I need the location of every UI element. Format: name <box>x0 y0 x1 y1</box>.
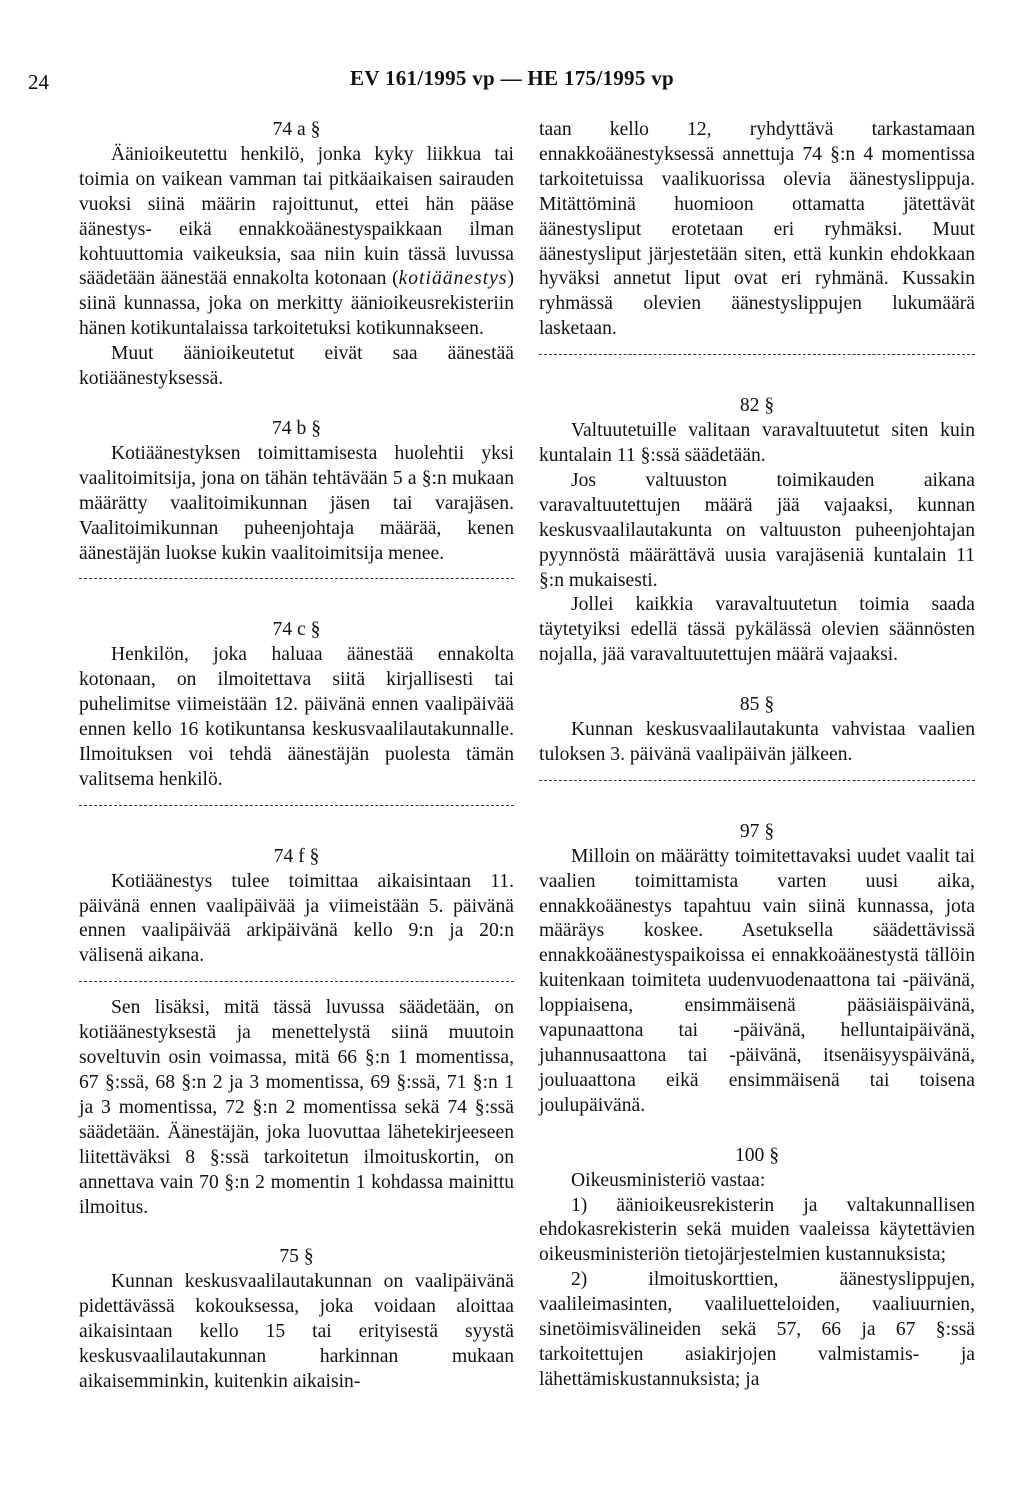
section-74a-paragraph-1 <box>79 143 514 342</box>
section-75-paragraph-1: Kunnan keskusvaalilautakunnan on vaalipäivänä pidettävässä kokouksessa, joka voidaan aloittaa aikaisintaan kello 15 tai erityisestä syystä keskusvaalilautakunnan harkinnan mukaan aikaisemminkin, kuitenkin aikaisin- <box>79 1271 514 1392</box>
omission-divider <box>79 578 514 579</box>
section-100-paragraph-3: 2) ilmoituskorttien, äänestyslippujen, vaalileimasinten, vaaliluetteloiden, vaaliuurnien, sinetöimisvälineiden sekä 57, 66 ja 67 §:ssä tarkoitettujen asiakirjojen valmistamis- ja lähettämiskustannuksista; ja <box>539 1269 975 1390</box>
right-column <box>539 118 975 1393</box>
paragraph-text: Äänioikeutettu henkilö, jonka kyky liikkua tai toimia on vaikean vamman tai pitkäaikaisen sairauden vuoksi siinä määrin rajoittunut, ettei hän pääse äänestys- eikä ennakkoäänestyspaikkaan ilman kohtuuttomia vaikeuksia, saa niin kuin tässä luvussa säädetään äänestää ennakolta kotonaan ( <box>79 143 514 290</box>
section-75-continuation: taan kello 12, ryhdyttävä tarkastamaan ennakkoäänestyksessä annettuja 74 §:n 4 momentissa tarkoitetuissa vaalikuorissa olevia äänestyslippuja. Mitättöminä huomioon ottamatta jätettävät äänestysliput erotetaan eri ryhmäksi. Muut äänestysliput järjestetään siten, että kunkin ehdokkaan hyväksi annetut liput ovat eri ryhmänä. Kussakin ryhmässä olevien äänestyslippujen lukumäärä lasketaan. <box>539 119 975 340</box>
section-74b-paragraph-1: Kotiäänestyksen toimittamisesta huolehtii yksi vaalitoimitsija, jona on tähän tehtävään 5 a §:n mukaan määrätty vaalitoimikunnan jäsen tai varajäsen. Vaalitoimikunnan puheenjohtaja määrää, kenen äänestäjän luokse kukin vaalitoimitsija menee. <box>79 442 514 564</box>
omission-divider <box>79 805 514 806</box>
omission-divider <box>539 780 975 781</box>
spacer <box>79 1220 514 1245</box>
section-85-paragraph-1: Kunnan keskusvaalilautakunta vahvistaa vaalien tuloksen 3. päivänä vaalipäivän jälkeen. <box>539 719 975 765</box>
section-74c-paragraph-1: Henkilön, joka haluaa äänestää ennakolta kotonaan, on ilmoitettava siitä kirjallisesti tai puhelimitse viimeistään 12. päivänä ennen vaalipäivää ennen kello 16 kotikuntansa keskusvaalilautakunnalle. Ilmoituksen voi tehdä äänestäjän puolesta tämän valitsema henkilö. <box>79 644 514 790</box>
section-heading-74b: 74 b § <box>272 417 321 439</box>
section-heading-82: 82 § <box>739 395 775 417</box>
spacer <box>79 593 514 618</box>
section-74a-paragraph-2: Muut äänioikeutetut eivät saa äänestää kotiäänestyksessä. <box>79 343 514 390</box>
spacer <box>539 1119 975 1144</box>
running-header: EV 161/1995 vp — HE 175/1995 vp <box>350 66 674 90</box>
section-74f-paragraph-2: Sen lisäksi, mitä tässä luvussa säädetään, on kotiäänestyksestä ja menettelystä siinä muutoin soveltuvin osin voimassa, mitä 66 §:n 1 momentissa, 67 §:ssä, 68 §:n 2 ja 3 momentissa, 69 §:ssä, 71 §:n 1 ja 3 momentissa, 72 §:n 2 momentissa sekä 74 §:ssä säädetään. Äänestäjän, joka luovuttaa lähetekirjeeseen liitettäväksi 8 §:ssä tarkoitetun ilmoituskortin, on annettava vain 70 §:n 2 momentin 1 kohdassa mainittu ilmoitus. <box>79 997 514 1218</box>
left-column <box>79 118 514 1395</box>
paragraph-text: ) siinä kunnassa, joka on merkitty äänioikeusrekisteriin hänen kotikuntalaissa tarkoitetuksi kotikunnakseen. <box>79 268 514 340</box>
section-heading-74a: 74 a § <box>272 119 321 140</box>
italic-term: kotiäänestys <box>398 268 508 290</box>
section-heading-74c: 74 c § <box>272 619 321 641</box>
omission-divider <box>539 354 975 355</box>
spacer <box>79 392 514 417</box>
spacer <box>539 369 975 394</box>
section-heading-97: 97 § <box>739 820 775 842</box>
section-74f-paragraph-1: Kotiäänestys tulee toimittaa aikaisintaan 11. päivänä ennen vaalipäivää ja viimeistään 5. päivänä ennen vaalipäivää arkipäivänä kello 9:n ja 20:n välisenä aikana. <box>79 870 514 967</box>
section-heading-74f: 74 f § <box>273 845 320 867</box>
spacer <box>539 795 975 820</box>
section-97-paragraph-1: Milloin on määrätty toimitettavaksi uudet vaalit tai vaalien toimittamista varten uusi aika, ennakkoäänestys tapahtuu vain siinä kunnassa, jota määräys koskee. Asetuksella säädettävissä ennakkoäänestyspaikoissa ei ennakkoäänestystä tällöin kuitenkaan toimiteta uudenvuodenaattona tai -päivänä, loppiaisena, ensimmäisenä pääsiäispäivänä, vapunaattona tai -päivänä, helluntaipäivänä, juhannusaattona tai -päivänä, itsenäisyyspäivänä, jouluaattona eikä ensimmäisenä tai toisena joulupäivänä. <box>539 845 975 1116</box>
section-82-paragraph-3: Jollei kaikkia varavaltuutetun toimia saada täytetyiksi edellä tässä pykälässä olevien säännösten nojalla, jää varavaltuutettujen määrä vajaaksi. <box>539 594 975 666</box>
page-number: 24 <box>28 70 49 94</box>
section-82-paragraph-1: Valtuutetuille valitaan varavaltuutetut siten kuin kuntalain 11 §:ssä säädetään. <box>539 420 975 466</box>
spacer <box>539 668 975 693</box>
section-heading-75: 75 § <box>279 1246 314 1268</box>
section-heading-100: 100 § <box>734 1144 780 1166</box>
spacer <box>79 820 514 845</box>
omission-divider <box>79 981 514 982</box>
section-heading-85: 85 § <box>739 694 775 716</box>
section-100-paragraph-1: Oikeusministeriö vastaa: <box>571 1169 766 1191</box>
section-100-paragraph-2: 1) äänioikeusrekisterin ja valtakunnallisen ehdokasrekisterin sekä muiden vaaleissa käytettävien oikeusministeriön tietojärjestelmien kustannuksista; <box>539 1194 975 1266</box>
section-82-paragraph-2: Jos valtuuston toimikauden aikana varavaltuutettujen määrä jää vajaaksi, kunnan keskusvaalilautakunta on valtuuston puheenjohtajan pyynnöstä määrättävä uusia varajäseniä kuntalain 11 §:n mukaisesti. <box>539 469 975 591</box>
